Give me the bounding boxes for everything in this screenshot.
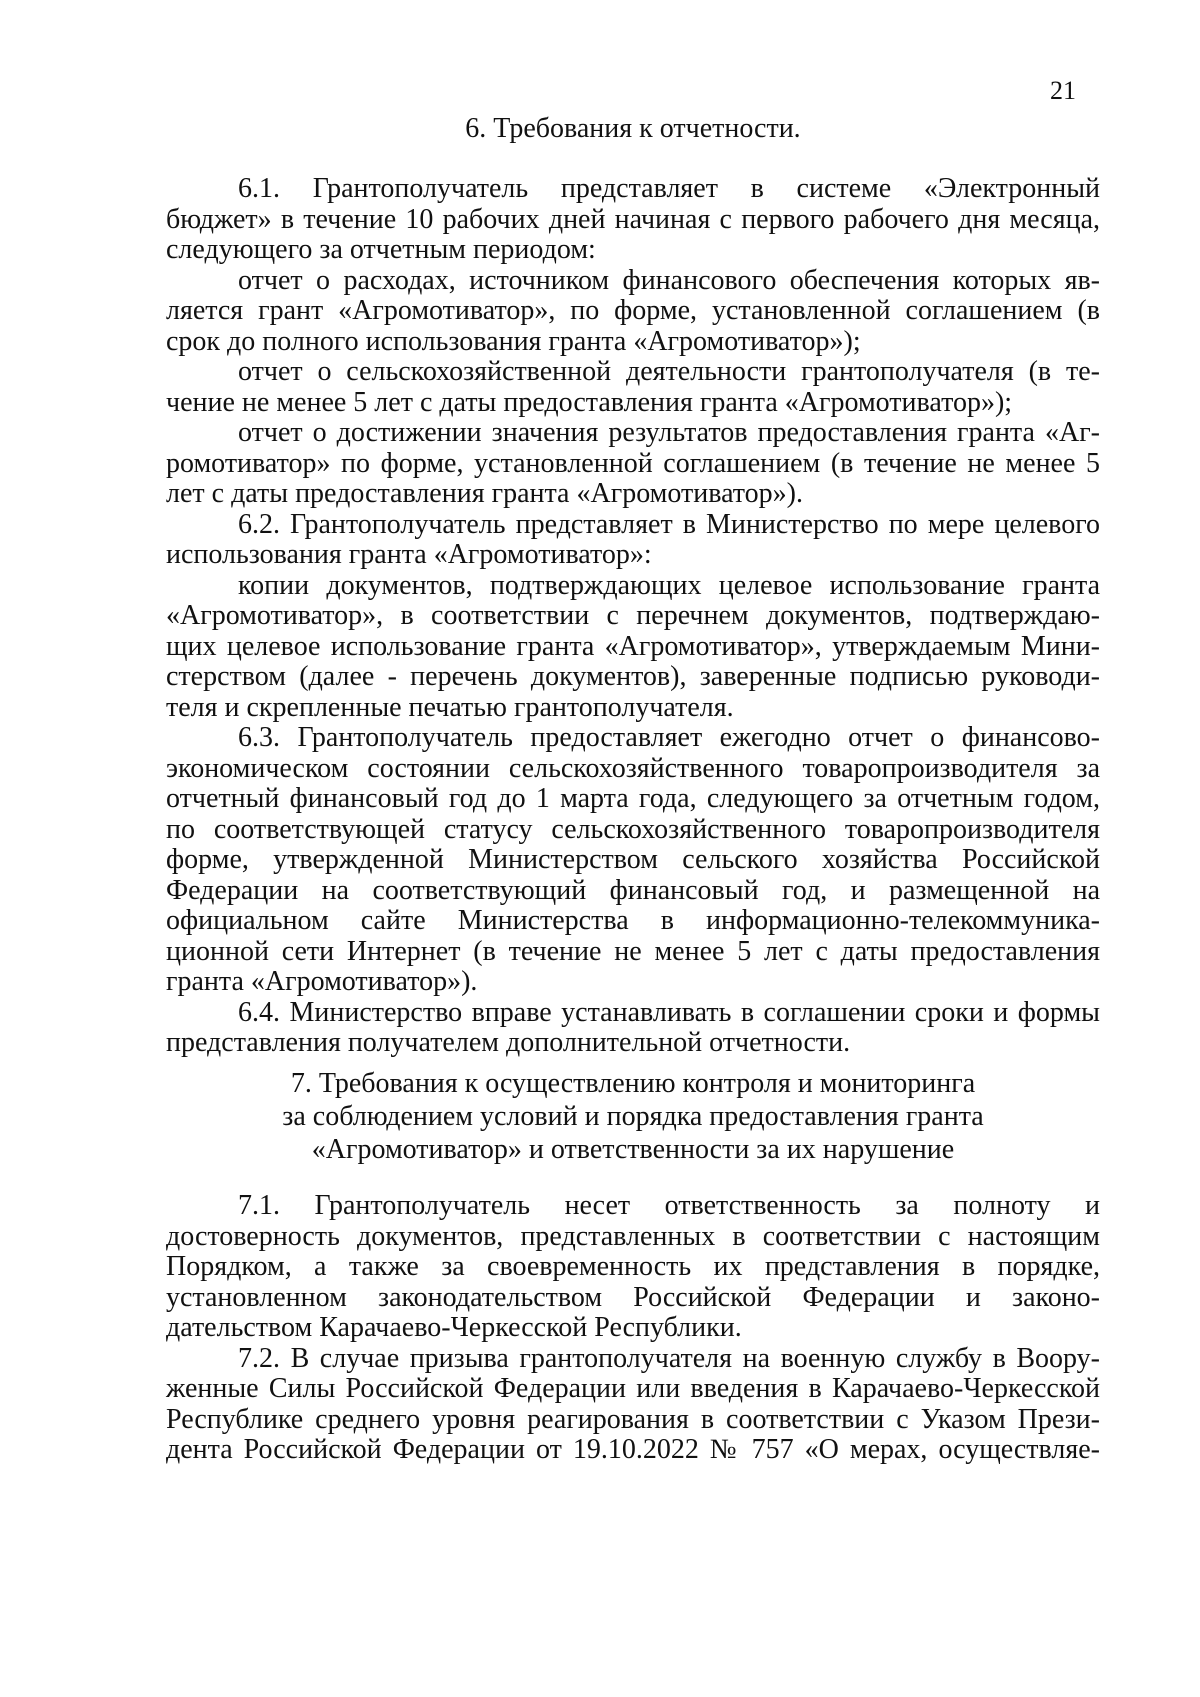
text-line: отчет о расходах, источником финансового обеспечения которых яв- bbox=[238, 264, 1100, 296]
text-line: отчетный финансовый год до 1 марта года, следующего за отчетным годом, bbox=[166, 783, 1100, 814]
text-line: Республике среднего уровня реагирования в соответствии с Указом Прези- bbox=[166, 1403, 1100, 1435]
paragraph-6-1 bbox=[166, 174, 1100, 266]
text-line: 7.2. В случае призыва грантополучателя на военную службу в Воору- bbox=[238, 1342, 1100, 1374]
text-line: 6.4. Министерство вправе устанавливать в соглашении сроки и формы bbox=[238, 996, 1100, 1028]
text-line: следующего за отчетным периодом: bbox=[166, 234, 596, 265]
text-line: 7.1. Грантополучатель несет ответственность за полноту и bbox=[238, 1190, 1100, 1221]
text-line: достоверность документов, представленных в соответствии с настоящим bbox=[166, 1220, 1100, 1252]
text-line: женные Силы Российской Федерации или введения в Карачаево-Черкесской bbox=[166, 1373, 1100, 1404]
section-7-title bbox=[166, 1067, 1100, 1166]
text-line: лет с даты предоставления гранта «Агромотиватор»). bbox=[166, 478, 803, 509]
section-7-title-line: «Агромотиватор» и ответственности за их нарушение bbox=[311, 1134, 955, 1165]
page-number: 21 bbox=[1050, 76, 1076, 105]
paragraph-6-2-item-copies bbox=[166, 571, 1100, 724]
paragraph-6-1-item-expenses bbox=[166, 266, 1100, 358]
text-line: теля и скрепленные печатью грантополучателя. bbox=[166, 691, 734, 723]
text-line: дательством Карачаево-Черкесской Республики. bbox=[166, 1312, 742, 1343]
paragraph-6-4 bbox=[166, 998, 1100, 1059]
text-line: копии документов, подтверждающих целевое использование гранта bbox=[238, 569, 1100, 601]
text-line: форме, утвержденной Министерством сельского хозяйства Российской bbox=[166, 844, 1100, 875]
text-line: чение не менее 5 лет с даты предоставления гранта «Агромотиватор»); bbox=[166, 386, 1013, 418]
paragraph-6-3 bbox=[166, 723, 1100, 998]
text-line: ционной сети Интернет (в течение не менее 5 лет с даты предоставления bbox=[166, 935, 1100, 967]
paragraph-6-1-item-activity bbox=[166, 357, 1100, 418]
text-line: официальном сайте Министерства в информационно-телекоммуника- bbox=[166, 905, 1100, 936]
section-7-body bbox=[166, 1191, 1100, 1466]
text-line: отчет о сельскохозяйственной деятельности грантополучателя (в те- bbox=[238, 356, 1100, 387]
paragraph-6-2 bbox=[166, 510, 1100, 571]
text-line: ляется грант «Агромотиватор», по форме, установленной соглашением (в bbox=[166, 295, 1100, 326]
text-line: представления получателем дополнительной отчетности. bbox=[166, 1027, 851, 1058]
text-line: бюджет» в течение 10 рабочих дней начиная с первого рабочего дня месяца, bbox=[166, 203, 1100, 235]
section-6-body bbox=[166, 174, 1100, 1059]
paragraph-6-1-item-results bbox=[166, 418, 1100, 510]
text-line: срок до полного использования гранта «Агромотиватор»); bbox=[166, 325, 861, 357]
text-line: Федерации на соответствующий финансовый год, и размещенной на bbox=[166, 874, 1100, 906]
text-line: «Агромотиватор», в соответствии с перечнем документов, подтверждаю- bbox=[166, 600, 1100, 631]
text-line: щих целевое использование гранта «Агромотиватор», утверждаемым Мини- bbox=[166, 630, 1100, 662]
text-line: 6.1. Грантополучатель представляет в системе «Электронный bbox=[238, 173, 1100, 204]
text-line: дента Российской Федерации от 19.10.2022 № 757 «О мерах, осуществляе- bbox=[166, 1434, 1100, 1465]
section-6-title-text: 6. Требования к отчетности. bbox=[465, 113, 801, 144]
section-6-title bbox=[166, 112, 1100, 145]
paragraph-7-1 bbox=[166, 1191, 1100, 1344]
text-line: по соответствующей статусу сельскохозяйственного товаропроизводителя bbox=[166, 813, 1100, 845]
text-line: экономическом состоянии сельскохозяйственного товаропроизводителя за bbox=[166, 752, 1100, 784]
text-line: использования гранта «Агромотиватор»: bbox=[166, 539, 652, 570]
text-line: 6.3. Грантополучатель предоставляет ежегодно отчет о финансово- bbox=[238, 722, 1100, 753]
paragraph-7-2 bbox=[166, 1344, 1100, 1466]
text-line: установленном законодательством Российской Федерации и законо- bbox=[166, 1281, 1100, 1313]
section-7-title-line: за соблюдением условий и порядка предоставления гранта bbox=[282, 1101, 984, 1132]
text-line: Порядком, а также за своевременность их представления в порядке, bbox=[166, 1251, 1100, 1282]
text-line: гранта «Агромотиватор»). bbox=[166, 966, 478, 997]
section-7-title-line: 7. Требования к осуществлению контроля и мониторинга bbox=[290, 1068, 976, 1099]
text-line: 6.2. Грантополучатель представляет в Министерство по мере целевого bbox=[238, 508, 1100, 540]
text-line: ромотиватор» по форме, установленной соглашением (в течение не менее 5 bbox=[166, 447, 1100, 479]
text-line: стерством (далее - перечень документов), заверенные подписью руководи- bbox=[166, 661, 1100, 692]
text-line: отчет о достижении значения результатов предоставления гранта «Аг- bbox=[238, 417, 1100, 448]
